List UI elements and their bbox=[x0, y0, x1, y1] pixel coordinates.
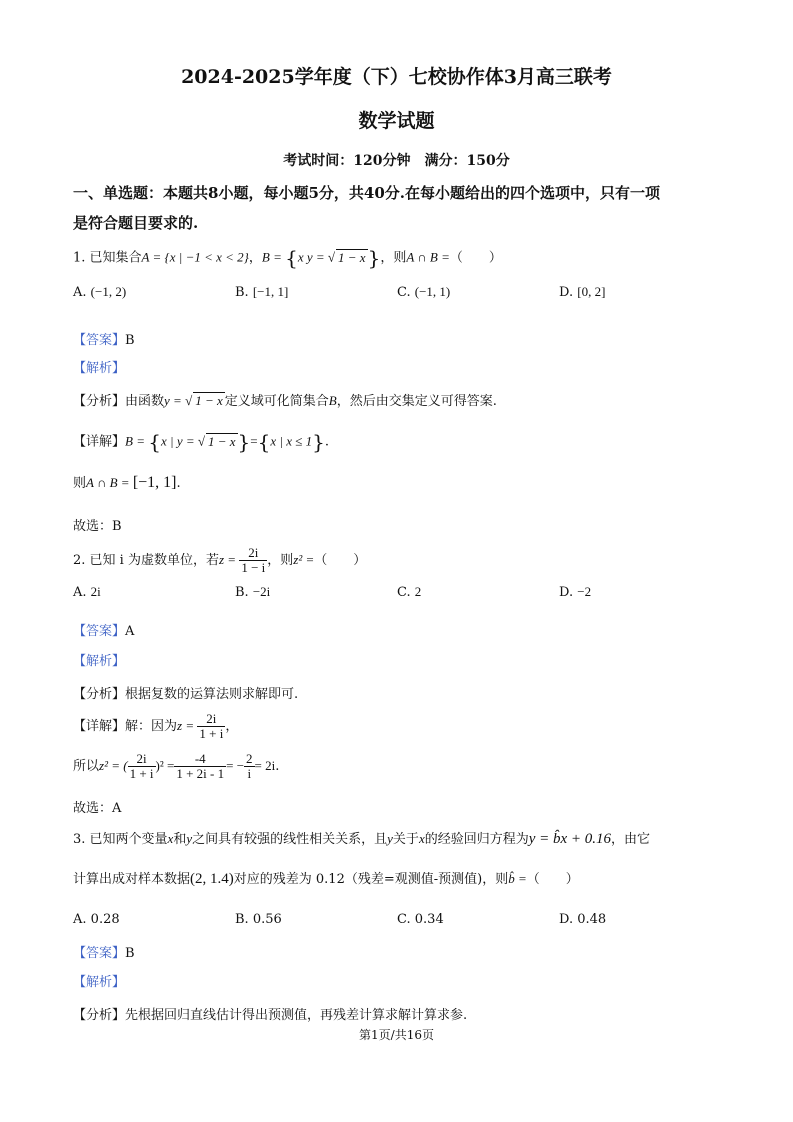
option-value: [−1, 1] bbox=[252, 284, 289, 299]
detail-numerator: 2i bbox=[197, 712, 225, 727]
q3-option-c[interactable] bbox=[397, 912, 444, 927]
q1-choice: 故选：B bbox=[73, 519, 122, 534]
option-value: 0.48 bbox=[577, 912, 607, 927]
q3-text-h: 对应的残差为 0.12（残差=观测值-预测值)，则 bbox=[233, 872, 509, 887]
detail-z: z = bbox=[177, 718, 198, 733]
so-numerator-2: -4 bbox=[174, 752, 226, 767]
q2-fenxi bbox=[73, 683, 298, 702]
question-2 bbox=[73, 546, 366, 575]
so-denominator-3: i bbox=[247, 766, 252, 781]
so-equals-neg: = − bbox=[226, 758, 245, 773]
q2-denominator: 1 − i bbox=[241, 560, 266, 575]
option-label: B. bbox=[235, 912, 249, 927]
option-value: 2 bbox=[414, 584, 422, 599]
fenxi-text-b: 定义域可化简集合 bbox=[224, 394, 329, 409]
q2-option-c[interactable] bbox=[397, 584, 421, 600]
q3-var-y: y bbox=[387, 831, 393, 846]
so-end: . bbox=[275, 759, 280, 774]
q1-analysis-tag bbox=[73, 357, 125, 376]
so-z-squared: z² = ( bbox=[99, 758, 128, 773]
option-value: 2i bbox=[90, 584, 101, 599]
fenxi-radicand: 1 − x bbox=[195, 393, 223, 408]
option-value: [0, 2] bbox=[577, 284, 606, 299]
left-brace-icon: { bbox=[285, 246, 298, 270]
detail-equals: = bbox=[250, 433, 258, 449]
answer-value: B bbox=[125, 946, 135, 961]
q1-answer bbox=[73, 329, 135, 348]
fenxi-tag: 【分析】 bbox=[73, 394, 126, 409]
so-numerator-3: 2 bbox=[246, 751, 253, 766]
q3-analysis-tag bbox=[73, 971, 125, 990]
detail-set-b: B = bbox=[125, 433, 149, 449]
option-label: D. bbox=[559, 912, 574, 927]
q3-option-b[interactable] bbox=[235, 912, 282, 927]
section-heading-line2: 是符合题目要求的. bbox=[73, 214, 199, 232]
left-brace-icon: { bbox=[148, 430, 161, 454]
q1-set-b-inner: x y = bbox=[297, 249, 328, 265]
so-result: = 2i bbox=[254, 758, 276, 773]
fenxi-text-a: 由函数 bbox=[125, 394, 165, 409]
then-end: . bbox=[176, 476, 181, 491]
answer-tag: 【答案】 bbox=[73, 624, 126, 639]
q1-option-c[interactable] bbox=[397, 284, 450, 300]
fenxi-set-b: B bbox=[328, 393, 337, 408]
q1-set-a: A = {x | −1 < x < 2} bbox=[141, 249, 249, 265]
then-value: [−1, 1] bbox=[132, 474, 177, 491]
option-label: A. bbox=[73, 285, 87, 300]
q2-then: ，则 bbox=[267, 553, 294, 568]
q1-prefix: 1. 已知集合 bbox=[73, 250, 142, 266]
detail-fraction bbox=[197, 712, 225, 741]
option-label: C. bbox=[397, 285, 411, 300]
q3-text-c: 之间具有较强的线性相关关系，且 bbox=[192, 832, 388, 847]
sqrt-icon: √ bbox=[185, 393, 193, 408]
section-heading-line1: 一、单选题：本题共8小题，每小题5分，共40分.在每小题给出的四个选项中，只有一项 bbox=[73, 184, 660, 202]
page-title: 2024-2025学年度（下）七校协作体3月高三联考 bbox=[181, 66, 612, 88]
q1-option-b[interactable] bbox=[235, 284, 288, 300]
q1-then-line bbox=[73, 472, 181, 492]
detail-inner: x | y = bbox=[160, 433, 198, 449]
q1-option-a[interactable] bbox=[73, 284, 126, 300]
fenxi-tag: 【分析】 bbox=[73, 1008, 126, 1023]
then-expr: A ∩ B = bbox=[86, 475, 133, 490]
so-fraction-1 bbox=[128, 752, 156, 781]
option-label: B. bbox=[235, 285, 249, 300]
q2-numerator: 2i bbox=[239, 546, 267, 561]
q1-comma: ， bbox=[248, 250, 262, 266]
q3-text-b: 和 bbox=[173, 832, 187, 847]
q3-equation: y = b̂x + 0.16 bbox=[528, 831, 612, 847]
option-label: C. bbox=[397, 585, 411, 600]
right-brace-icon: } bbox=[367, 246, 381, 270]
q2-so-line bbox=[73, 752, 279, 781]
q1-paren: （ ） bbox=[449, 250, 502, 266]
fenxi-text: 根据复数的运算法则求解即可. bbox=[125, 687, 299, 702]
q3-bhat: b̂ = bbox=[508, 871, 527, 886]
answer-value: B bbox=[125, 333, 135, 348]
q3-var-y: y bbox=[186, 831, 193, 846]
so-numerator-1: 2i bbox=[128, 752, 156, 767]
so-denominator-1: 1 + i bbox=[129, 766, 154, 781]
detail-tag: 【详解】 bbox=[73, 719, 126, 734]
detail-radicand: 1 − x bbox=[208, 433, 236, 449]
q3-text-e: 的经验回归方程为 bbox=[424, 832, 529, 847]
question-1 bbox=[73, 246, 502, 270]
q3-text-a: 3. 已知两个变量 bbox=[73, 832, 168, 847]
q1-fenxi bbox=[73, 390, 497, 409]
answer-tag: 【答案】 bbox=[73, 333, 126, 348]
option-value: (−1, 2) bbox=[90, 284, 127, 299]
option-label: A. bbox=[73, 912, 87, 927]
then-prefix: 则 bbox=[73, 476, 87, 491]
option-label: D. bbox=[559, 285, 574, 300]
q1-set-b-radicand: 1 − x bbox=[338, 249, 366, 265]
q2-answer bbox=[73, 620, 134, 639]
sqrt-icon: √ bbox=[197, 433, 205, 449]
q2-option-b[interactable] bbox=[235, 584, 270, 600]
analysis-tag: 【解析】 bbox=[73, 975, 126, 990]
option-label: A. bbox=[73, 585, 87, 600]
q2-paren: （ ） bbox=[314, 553, 367, 568]
q3-option-d[interactable] bbox=[559, 912, 606, 927]
so-squared: )² = bbox=[155, 758, 175, 773]
option-value: (−1, 1) bbox=[414, 284, 451, 299]
sqrt-icon: √ bbox=[327, 249, 336, 265]
exam-info: 考试时间：120分钟 满分：150分 bbox=[283, 153, 510, 169]
q2-option-a[interactable] bbox=[73, 584, 101, 600]
q3-paren: （ ） bbox=[526, 872, 579, 887]
q2-prefix: 2. 已知 i 为虚数单位，若 bbox=[73, 553, 219, 568]
fenxi-tag: 【分析】 bbox=[73, 687, 126, 702]
q1-then: ，则 bbox=[380, 250, 407, 266]
q2-z-eq: z = bbox=[218, 552, 240, 567]
q2-choice: 故选：A bbox=[73, 801, 122, 816]
subject-title: 数学试题 bbox=[358, 110, 435, 132]
option-value: −2 bbox=[577, 584, 592, 599]
analysis-tag: 【解析】 bbox=[73, 361, 126, 376]
q3-fenxi bbox=[73, 1004, 467, 1023]
detail-end: . bbox=[324, 434, 329, 450]
option-value: 0.56 bbox=[252, 912, 282, 927]
q1-option-d[interactable] bbox=[559, 284, 605, 300]
detail-result-set: x | x ≤ 1 bbox=[270, 433, 313, 449]
q2-fraction bbox=[239, 546, 267, 575]
q2-option-d[interactable] bbox=[559, 584, 591, 600]
q1-set-b-label: B = bbox=[261, 249, 286, 265]
q3-text-d: 关于 bbox=[392, 832, 419, 847]
q3-option-a[interactable] bbox=[73, 912, 120, 927]
detail-denominator: 1 + i bbox=[199, 726, 224, 741]
answer-value: A bbox=[125, 624, 135, 639]
detail-end: ， bbox=[225, 719, 239, 734]
question-3-line-2 bbox=[73, 868, 579, 888]
q2-z-squared: z² = bbox=[293, 552, 315, 567]
answer-tag: 【答案】 bbox=[73, 946, 126, 961]
so-fraction-2 bbox=[174, 752, 226, 781]
q3-answer bbox=[73, 942, 135, 961]
q2-analysis-tag bbox=[73, 650, 125, 669]
q3-text-g: 计算出成对样本数据 bbox=[73, 872, 191, 887]
q3-text-f: ，由它 bbox=[611, 832, 651, 847]
detail-tag: 【详解】 bbox=[73, 434, 126, 450]
q1-detail bbox=[73, 430, 329, 454]
fenxi-text-c: ，然后由交集定义可得答案. bbox=[336, 394, 497, 409]
so-fraction-3 bbox=[244, 752, 255, 781]
q2-detail bbox=[73, 712, 238, 741]
left-brace-icon: { bbox=[257, 430, 271, 454]
option-label: D. bbox=[559, 585, 574, 600]
q3-var-x: x bbox=[418, 831, 425, 846]
q1-expr: A ∩ B = bbox=[406, 249, 450, 265]
option-value: 0.28 bbox=[90, 912, 120, 927]
q3-point: (2, 1.4) bbox=[190, 871, 234, 887]
right-brace-icon: } bbox=[237, 430, 251, 454]
page-footer: 第1页/共16页 bbox=[359, 1028, 434, 1042]
analysis-tag: 【解析】 bbox=[73, 654, 126, 669]
option-value: −2i bbox=[252, 584, 271, 599]
option-value: 0.34 bbox=[414, 912, 444, 927]
fenxi-text: 先根据回归直线估计得出预测值，再残差计算求解计算求参. bbox=[125, 1008, 468, 1023]
q3-var-x: x bbox=[167, 831, 174, 846]
option-label: B. bbox=[235, 585, 249, 600]
fenxi-func: y = bbox=[164, 393, 186, 408]
detail-text: 解：因为 bbox=[125, 719, 178, 734]
right-brace-icon: } bbox=[312, 430, 325, 454]
option-label: C. bbox=[397, 912, 411, 927]
so-prefix: 所以 bbox=[73, 759, 100, 774]
so-denominator-2: 1 + 2i - 1 bbox=[176, 766, 225, 781]
question-3-line-1 bbox=[73, 828, 650, 848]
